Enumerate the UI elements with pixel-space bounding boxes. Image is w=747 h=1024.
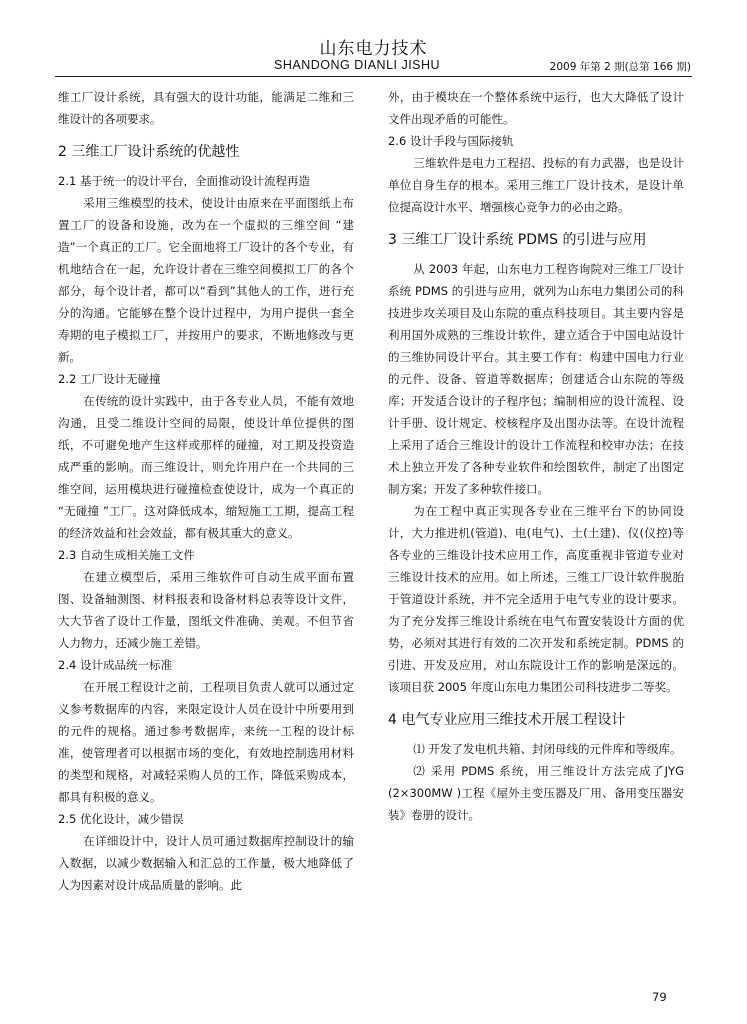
header-rule [55,76,692,77]
paragraph: 外，由于模块在一个整体系统中运行，也大大降低了设计文件出现矛盾的可能性。 [388,90,684,126]
subsection-heading: 2.3 自动生成相关施工文件 [58,548,195,562]
paragraph: 采用三维模型的技术，使设计由原来在平面图纸上布置工厂的设备和设施，改为在一个虚拟的三维空间 “建造”一个真正的工厂。它全面地将工厂设计的各个专业，有机地结合在一起，允许设计者在三维空间模拟工厂的各个部分，每个设计者，都可以“看到”其他人的工作，进行充分的沟通。它能够在整个设计过程中，为用户提供一套全寿期的电子模拟工厂，并按用户的要求，不断地修改与更新。 [58,196,354,364]
paragraph: 三维软件是电力工程招、投标的有力武器，也是设计单位自身生存的根本。采用三维工厂设计技术，是设计单位提高设计水平、增强核心竞争力的必由之路。 [388,156,684,214]
page-number: 79 [652,990,667,1004]
subsection-heading: 2.2 工厂设计无碰撞 [58,372,161,386]
paragraph: 在详细设计中，设计人员可通过数据库控制设计的输入数据，以减少数据输入和汇总的工作量，极大地降低了人为因素对设计成品质量的影响。此 [58,834,354,892]
subsection-heading: 2.5 优化设计，减少错误 [58,812,184,826]
left-column [58,86,354,896]
paragraph: 为在工程中真正实现各专业在三维平台下的协同设计，大力推进机(管道)、电(电气)、土(土建)、仪(仪控)等各专业的三维设计技术应用工作，高度重视非管道专业对三维设计技术的应用。如上所述，三维工厂设计软件脱胎于管道设计系统，并不完全适用于电气专业的设计要求。为了充分发挥三维设计系统在电气布置安装设计方面的优势，必须对其进行有效的二次开发和系统定制。PDMS 的引进、开发及应用，对山东院设计工作的影响是深远的。该项目获 2005 年度山东电力集团公司科技进步二等奖。 [388,504,684,694]
journal-title-cn: 山东电力技术 [319,39,428,59]
subsection-heading: 2.4 设计成品统一标准 [58,658,172,672]
paragraph: ⑴ 开发了发电机共箱、封闭母线的元件库和等级库。 [413,742,682,756]
paragraph: ⑵ 采用 PDMS 系统，用三维设计方法完成了JYG (2×300MW )工程《屋外主变压器及厂用、备用变压器安装》卷册的设计。 [388,764,684,822]
subsection-heading: 2.6 设计手段与国际接轨 [388,134,514,148]
paragraph: 维工厂设计系统，具有强大的设计功能，能满足二维和三维设计的各项要求。 [58,90,354,126]
paragraph: 在开展工程设计之前，工程项目负责人就可以通过定义参考数据库的内容，来限定设计人员在设计中所要用到的元件的规格。通过参考数据库，来统一工程的设计标准，使管理者可以根据市场的变化，有效地控制选用材料的类型和规格，对减轻采购人员的工作，降低采购成本，都具有积极的意义。 [58,680,354,804]
paragraph: 从 2003 年起，山东电力工程咨询院对三维工厂设计系统 PDMS 的引进与应用，就列为山东电力集团公司的科技进步攻关项目及山东院的重点科技项目。其主要内容是利用国外成熟的三维设计软件，建立适合于中国电站设计的三维协同设计平台。其主要工作有：构建中国电力行业的元件、设备、管道等数据库；创建适合山东院的等级库；开发适合设计的子程序包；编制相应的设计流程、设计手册、设计规定、校核程序及出图办法等。在设计流程上采用了适合三维设计的设计工作流程和校审办法；在技术上独立开发了各种专业软件和绘图软件，制定了出图定制方案；开发了多种软件接口。 [388,262,684,496]
section-heading: 2 三维工厂设计系统的优越性 [58,144,240,160]
right-column [388,86,684,826]
page-header [0,0,747,80]
section-heading: 4 电气专业应用三维技术开展工程设计 [388,712,626,728]
subsection-heading: 2.1 基于统一的设计平台，全面推动设计流程再造 [58,174,310,188]
issue-info: 2009 年第 2 期(总第 166 期) [549,61,691,73]
journal-title-en: SHANDONG DIANLI JISHU [274,58,441,72]
section-heading: 3 三维工厂设计系统 PDMS 的引进与应用 [388,232,647,248]
paragraph: 在建立模型后，采用三维软件可自动生成平面布置图、设备轴测图、材料报表和设备材料总表等设计文件，大大节省了设计工作量，图纸文件准确、美观。不但节省人力物力，还减少施工差错。 [58,570,354,650]
paragraph: 在传统的设计实践中，由于各专业人员，不能有效地沟通，且受二维设计空间的局限，使设计单位提供的图纸，不可避免地产生这样或那样的碰撞，对工期及投资造成严重的影响。而三维设计，则允许用户在一个共同的三维空间，运用模块进行碰撞检查使设计，成为一个真正的 “无碰撞 ”工厂。这对降低成本，缩短施工工期，提高工程的经济效益和社会效益，都有极其重大的意义。 [58,394,354,540]
